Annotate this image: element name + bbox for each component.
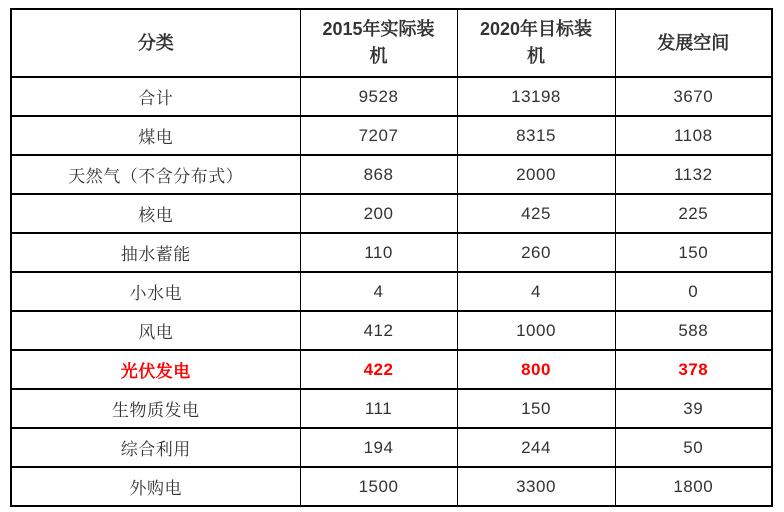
table-row <box>11 311 772 350</box>
value-cell: 8315 <box>457 116 615 155</box>
column-header: 发展空间 <box>615 9 772 77</box>
value-cell: 7207 <box>300 116 457 155</box>
table-header <box>11 9 772 77</box>
value-cell: 588 <box>615 311 772 350</box>
value-cell: 13198 <box>457 77 615 116</box>
category-cell: 核电 <box>11 194 300 233</box>
value-cell: 110 <box>300 233 457 272</box>
value-cell: 378 <box>615 350 772 389</box>
value-cell: 50 <box>615 428 772 467</box>
category-cell: 小水电 <box>11 272 300 311</box>
table-row <box>11 272 772 311</box>
header-row <box>11 9 772 77</box>
table-row <box>11 194 772 233</box>
table-row <box>11 155 772 194</box>
value-cell: 1132 <box>615 155 772 194</box>
column-header: 2015年实际装机 <box>300 9 457 77</box>
value-cell: 412 <box>300 311 457 350</box>
table-row <box>11 467 772 506</box>
category-cell: 天然气（不含分布式） <box>11 155 300 194</box>
table-row <box>11 350 772 389</box>
column-header: 分类 <box>11 9 300 77</box>
value-cell: 1500 <box>300 467 457 506</box>
value-cell: 1108 <box>615 116 772 155</box>
table-row <box>11 233 772 272</box>
category-cell: 合计 <box>11 77 300 116</box>
value-cell: 194 <box>300 428 457 467</box>
category-cell: 外购电 <box>11 467 300 506</box>
table-row <box>11 389 772 428</box>
value-cell: 4 <box>457 272 615 311</box>
category-cell: 抽水蓄能 <box>11 233 300 272</box>
value-cell: 39 <box>615 389 772 428</box>
value-cell: 111 <box>300 389 457 428</box>
value-cell: 3300 <box>457 467 615 506</box>
category-cell: 生物质发电 <box>11 389 300 428</box>
value-cell: 425 <box>457 194 615 233</box>
value-cell: 868 <box>300 155 457 194</box>
capacity-table-container <box>10 8 773 507</box>
value-cell: 225 <box>615 194 772 233</box>
category-cell: 煤电 <box>11 116 300 155</box>
value-cell: 2000 <box>457 155 615 194</box>
value-cell: 244 <box>457 428 615 467</box>
value-cell: 260 <box>457 233 615 272</box>
table-row <box>11 77 772 116</box>
value-cell: 9528 <box>300 77 457 116</box>
value-cell: 0 <box>615 272 772 311</box>
value-cell: 3670 <box>615 77 772 116</box>
table-body <box>11 77 772 506</box>
value-cell: 422 <box>300 350 457 389</box>
value-cell: 1000 <box>457 311 615 350</box>
table-row <box>11 116 772 155</box>
value-cell: 4 <box>300 272 457 311</box>
category-cell: 光伏发电 <box>11 350 300 389</box>
category-cell: 风电 <box>11 311 300 350</box>
table-row <box>11 428 772 467</box>
value-cell: 800 <box>457 350 615 389</box>
value-cell: 150 <box>615 233 772 272</box>
column-header: 2020年目标装机 <box>457 9 615 77</box>
capacity-table <box>10 8 773 507</box>
value-cell: 1800 <box>615 467 772 506</box>
category-cell: 综合利用 <box>11 428 300 467</box>
value-cell: 150 <box>457 389 615 428</box>
value-cell: 200 <box>300 194 457 233</box>
